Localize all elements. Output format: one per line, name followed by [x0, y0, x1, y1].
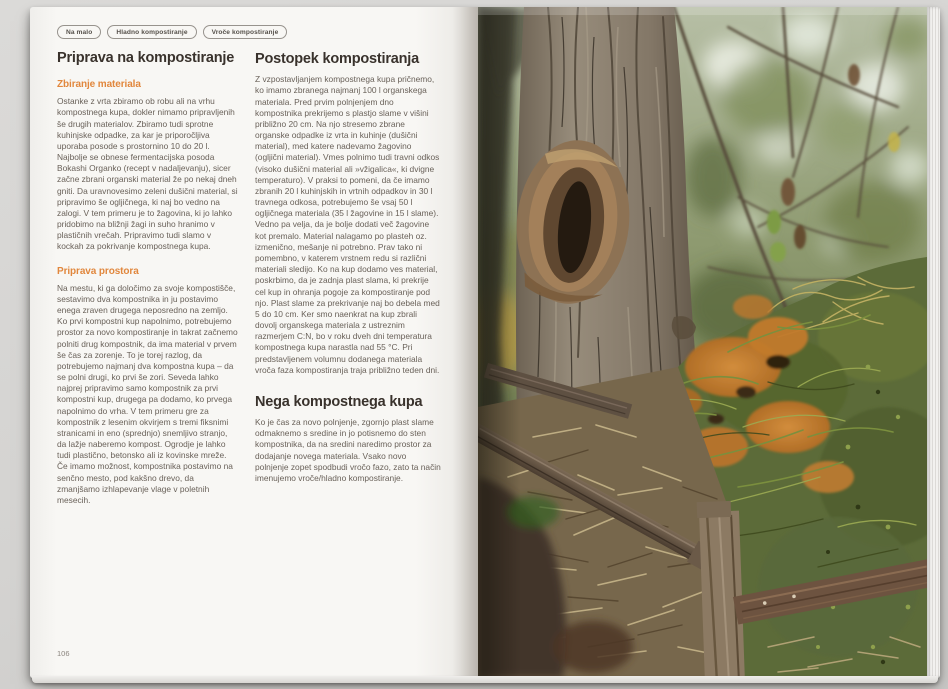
subheading-zbiranje-materiala: Zbiranje materiala	[57, 79, 141, 91]
book-bottom-edge	[32, 676, 938, 683]
page-edge-stack	[927, 7, 940, 678]
paragraph-priprava-prostora: Na mestu, ki ga določimo za svoje kompostišče, sestavimo dva kompostnika in ju postavimo enega zraven drugega neposredno na zemljo. Ko prvi kompostni kup napolnimo, potrebujemo prostor za novo kompostiranje in takrat začnemo polniti drug kompostnik, da ima material v prvem še čas za zorenje. To je torej razlog, da potrebujemo najmanj dva kompostna kupa – da se polni drugi, ko prvi še zori. Seveda lahko najprej pripravimo samo kompostnik za prvi kompostni kup, drugega pa dodamo, ko prvega napolnimo do vrha. V tem primeru gre za kompostnik z lesenim okvirjem s tremi fiksnimi stranicami in eno (sprednjo) snemljivo stranjo, da lažje naberemo kompost. Ogrodje je lahko tudi plastično, betonsko ali iz kovinske mreže. Če imamo možnost, kompostnika postavimo na senčno mesto, pod kakšno drevo, da zmanjšamo izhlapevanje vlage v poletnih mesecih.	[57, 282, 238, 505]
page-number: 106	[57, 649, 70, 658]
right-page	[478, 7, 927, 678]
paragraph-zbiranje-materiala: Ostanke z vrta zbiramo ob robu ali na vrhu kompostnega kupa, dokler nimamo pripravljenih še drugih materialov. Zbiramo tudi sprotne kuhinjske odpadke, za kar je priporočljiva uporaba posode s prostornino 10 do 20 l. Najbolje se obnese fermentacijska posoda Bokashi Organko (recept v nadaljevanju), sicer začne zbrani organski material že po nekaj dneh gniti. Da uravnovesimo zeleni dušični material, si pripravimo še ogljičnega, ki naj bo vedno na zalogi. V tem primeru je to žagovina, ki jo lahko pridobimo na bližnji žagi in suho hranimo v plastičnih vrečah. Pripravimo tudi slamo v kockah za pokrivanje kompostnega kupa.	[57, 96, 238, 252]
paragraph-postopek-kompostiranja: Z vzpostavljanjem kompostnega kupa pričnemo, ko imamo zbranega najmanj 100 l organskega materiala. Pred prvim polnjenjem dno kompostnika prekrijemo s plastjo slame v višini približno 20 cm. Na njo stresemo zbrane organske odpadke iz vrta in kuhinje (dušični material), med katere nadevamo žagovino (ogljični material). Vmes polnimo tudi travni odkos (visoko dušični material ali »vžigalica«, ki dvigne temperaturo). V praksi to pomeni, da če imamo zbranih 20 l kuhinjskih in vrtnih odpadkov in 30 l travnega odkosa, potrebujemo še vsaj 50 l ogljičnega materiala (35 l žagovine in 15 l slame). Vedno pa velja, da je bolje dodati več žagovine kot premalo. Material nalagamo po plasteh oz. izmenično, mešanje ni potrebno. Prav tako ni pomembno, v katerem vrstnem redu si različni materiali sledijo. Ko na kup dodamo ves material, poskrbimo, da je zadnja plast slama, ki prekrije cel kup in ohranja pogoje za kompostiranje pod njo. Plast slame za prekrivanje naj bo debela med 5 do 10 cm. Ker smo naenkrat na kup zbrali dovolj organskega materiala z ustreznim razmerjem C:N, bo v roku dveh dni temperatura kompostnega kupa narastla nad 55 °C. Pri predstavljenem volumnu dodanega materiala vroča faza kompostiranja traja približno teden dni.	[255, 74, 440, 375]
tag-na-malo: Na malo	[57, 25, 101, 39]
page-title: Priprava na kompostiranje	[57, 50, 235, 66]
heading-postopek-kompostiranja: Postopek kompostiranja	[255, 51, 419, 67]
compost-photo	[478, 7, 927, 678]
text-columns	[57, 50, 464, 506]
tag-hladno-kompostiranje: Hladno kompostiranje	[107, 25, 196, 39]
column-1	[57, 50, 238, 506]
column-2	[255, 50, 441, 506]
left-page	[30, 7, 478, 678]
tag-row	[57, 25, 464, 39]
subheading-priprava-prostora: Priprava prostora	[57, 265, 139, 277]
paragraph-nega-kompostnega-kupa: Ko je čas za novo polnjenje, zgornjo plast slame odmaknemo s sredine in jo potisnemo do sten kompostnika, da na sredini naredimo prostor za dodajanje novega materiala. Vsako novo polnjenje zopet spodbudi vročo fazo, zato ta način imenujemo vroče/hladno kompostiranje.	[255, 417, 441, 483]
book-spread	[30, 7, 940, 678]
tag-vroce-kompostiranje: Vroče kompostiranje	[203, 25, 288, 39]
heading-nega-kompostnega-kupa: Nega kompostnega kupa	[255, 393, 423, 410]
